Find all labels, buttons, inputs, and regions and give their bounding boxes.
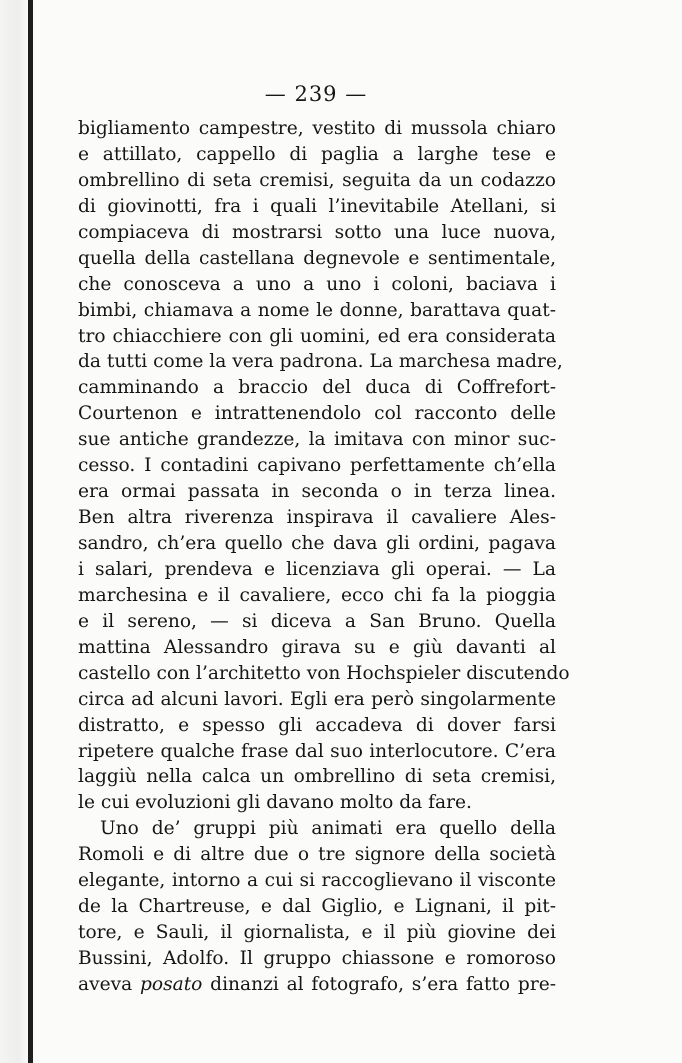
text-line: i salari, prendeva e licenziava gli operai. — La [78,558,556,580]
text-line: mattina Alessandro girava su e giù davanti al [78,636,556,658]
text-line: castello con l’architetto von Hochspieler discutendo [78,662,570,684]
text-line: camminando a braccio del duca di Coffrefort- [78,377,556,399]
text-line: ripetere qualche frase dal suo interlocutore. C’era [78,740,556,762]
text-line: e attillato, cappello di paglia a larghe tese e [78,143,556,165]
page-gutter [0,0,30,1063]
body-text [78,116,570,998]
final-text-line [78,972,556,998]
text-line: e il sereno, — si diceva a San Bruno. Quella [78,610,556,632]
text-line: di giovinotti, fra i quali l’inevitabile Atellani, si [78,195,556,217]
text-line: bigliamento campestre, vestito di mussola chiaro [78,118,556,139]
paragraph-end-line: le cui evoluzioni gli davano molto da fare. [78,792,472,814]
text-line: Courtenon e intrattenendolo col racconto delle [78,403,556,425]
binding-edge [28,0,33,1063]
text-line: che conosceva a uno a uno i coloni, baciava i [78,273,556,295]
paragraph-start-line: Uno de’ gruppi più animati era quello della [100,818,556,840]
final-line-end: dinanzi al fotografo, s’era fatto pre- [202,973,556,995]
text-line: Ben altra riverenza inspirava il cavaliere Ales- [78,507,556,529]
page-number: — 239 — [264,82,368,106]
text-line: distratto, e spesso gli accadeva di dover farsi [78,714,556,736]
text-line: quella della castellana degnevole e sentimentale, [78,247,556,269]
text-line: era ormai passata in seconda o in terza linea. [78,481,556,503]
text-line: tore, e Sauli, il giornalista, e il più giovine dei [78,922,556,944]
text-line: Bussini, Adolfo. Il gruppo chiassone e romoroso [78,948,556,969]
text-line: ombrellino di seta cremisi, seguita da un codazzo [78,169,556,191]
text-line: elegante, intorno a cui si raccoglievano il visconte [78,870,556,892]
text-line: sandro, ch’era quello che dava gli ordini, pagava [78,533,556,554]
text-line: tro chiacchiere con gli uomini, ed era considerata [78,325,556,347]
text-line: circa ad alcuni lavori. Egli era però singolarmente [78,688,556,710]
text-line: sue antiche grandezze, la imitava con minor suc- [78,429,556,451]
text-line: da tutti come la vera padrona. La marchesa madre, [78,351,563,373]
text-line: compiaceva di mostrarsi sotto una luce nuova, [78,221,556,243]
text-line: laggiù nella calca un ombrellino di seta cremisi, [78,766,556,788]
text-line: marchesina e il cavaliere, ecco chi fa la pioggia [78,584,556,606]
text-line: bimbi, chiamava a nome le donne, barattava quat- [78,299,556,321]
final-line-start: aveva [78,973,140,995]
text-line: de la Chartreuse, e dal Giglio, e Lignani, il pit- [78,896,556,918]
text-line: Romoli e di altre due o tre signore della società [78,844,556,866]
text-line: cesso. I contadini capivano perfettamente ch’ella [78,455,556,477]
italic-word: posato [139,973,203,995]
